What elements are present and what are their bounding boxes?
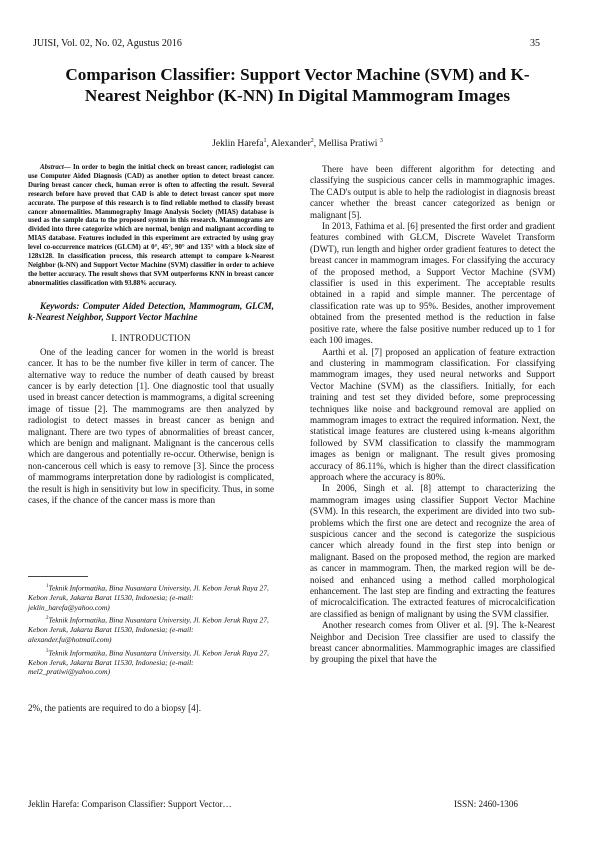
body-paragraph: Another research comes from Oliver et al. [9]. The k-Nearest Neighbor and Decision Tree classifier are used to classify the breast cancer abnormalities. Mammographic images are classified by grouping the pixel that have the — [310, 620, 555, 665]
footnote-text: Teknik Informatika, Bina Nusantara University, Jl. Kebon Jeruk Raya 27, Kebon Jeruk, Jakarta Barat 11530, Indonesia; (e-mail: alexander.fu@hotmail.com) — [28, 615, 269, 644]
author-name: Alexander — [270, 138, 311, 150]
abstract-text: — In order to begin the initial check on breast cancer, radiologist can use Computer Aided Diagnosis (CAD) as another option to detect breast cancer. During breast cancer check, human error is often to affecting the result. Several research before have proved that CAD is able to detect breast cancer spot more accurate. The purpose of this research is to find reliable method to classify breast cancer abnormalities. Mammography Image Analysis Society (MIAS) database is used as the sample data to the proposed system in this research. Mammograms are divided into three categorize which are normal, benign and malignant according to MIAS database. Features included in this experiment are extracted by using gray level co-occurrence matrices (GLCM) at 0°, 45°, 90° and 135° with a block size of 128x128. In classification process, this research attempt to compare k-Nearest Neighbor (k-NN) and Support Vector Machine (SVM) classifier in order to achieve the better accuracy. The result shows that SVM outperforms KNN in breast cancer abnormalities classification with 93.88% accuracy. — [28, 164, 274, 287]
body-paragraph: In 2013, Fathima et al. [6] presented the first order and gradient features combined with GLCM, Discrete Wavelet Transform (DWT), run length and higher order gradient features to detect the breast cancer in mammogram images. For classifying the accuracy of the proposed method, a Support Vector Machine (SVM) classifier is used in this experiment. The acceptable results obtained in a rapid and simple manner. The percentage of classification rate was up to 95%. Besides, another improvement obtained from the presented method is the reduction in false positive rate, where the false positive number reduced up to 1 for each 100 images. — [310, 221, 555, 346]
section-heading-introduction: I. INTRODUCTION — [111, 333, 191, 344]
page-number: 35 — [530, 38, 540, 49]
body-paragraph: There have been different algorithm for detecting and classifying the suspicious cancer cells in mammographic images. The CAD's output is able to help the radiologist in diagnosis breast cancer whether the breast cancer categorized as benign or malignant [5]. — [310, 164, 555, 220]
author-affiliation-marker: 1 — [263, 138, 267, 144]
footnote-marker: 2 — [46, 616, 49, 622]
footnote — [28, 647, 274, 677]
right-column — [310, 164, 555, 666]
footnote-marker: 1 — [46, 584, 49, 589]
author-name: Jeklin Harefa — [212, 138, 264, 150]
author-affiliation-marker: 3 — [379, 138, 383, 144]
body-paragraph: Aarthi et al. [7] proposed an application of feature extraction and clustering in mammogram classification. For classifying mammogram images, they used neural networks and Support Vector Machine (SVM) as the classifiers. Initially, for each training and test set they divided before, some preprocessing techniques like noise and background removal are applied on mammogram images to extract the required information. Next, the statistical image features are clustered using k-means algorithm followed by SVM classification to classify the mammogram images as benign or malignant. The result gives promosing accuracy of 86.11%, which is higher than the direct classification approach where the accuracy is 80%. — [310, 346, 555, 482]
author-affiliation-marker: 2 — [310, 138, 314, 144]
author-name: Mellisa Pratiwi — [318, 138, 378, 150]
author-separator: , — [313, 138, 319, 150]
abstract-label: Abstract — [40, 164, 64, 171]
footnote-text: Teknik Informatika, Bina Nusantara University, Jl. Kebon Jeruk Raya 27, Kebon Jeruk, Jakarta Barat 11530, Indonesia; (e-mail: jeklin_harefa@yahoo.com) — [28, 583, 269, 612]
author-separator: , — [266, 138, 271, 150]
footnote-divider — [28, 576, 88, 577]
paper-title: Comparison Classifier: Support Vector Machine (SVM) and K-Nearest Neighbor (K-NN) In Digital Mammogram Images — [65, 65, 530, 105]
footnote — [28, 582, 274, 612]
footnote-marker: 3 — [46, 648, 49, 654]
footnote — [28, 614, 274, 644]
intro-paragraph: One of the leading cancer for women in the world is breast cancer. It has to be the number five killer in term of cancer. The alternative way to reduce the number of death caused by breast cancer is by early detection [1]. One diagnostic tool that usually used in breast cancer detection is mammograms, a digital screening image of tissue [2]. The mammograms are then analyzed by radiologist to detect masses in breast cancer as benign and malignant. There are two types of abnormalities of breast cancer, which are benign and malignant. Malignant is the cancerous cells which are dangerous and potentially re-occur. Otherwise, benign is non-cancerous cell which is easy to remove [3]. Since the process of mammograms interpretation done by radiologist is complicated, the result is high in sensitivity but low in specificity. Thus, in some cases, if the chance of the cancer mass is more than — [28, 346, 274, 505]
left-column — [28, 164, 274, 506]
footer-citation: Jeklin Harefa: Comparison Classifier: Support Vector… — [28, 799, 232, 809]
author-list — [40, 138, 555, 149]
journal-info: JUISI, Vol. 02, No. 02, Agustus 2016 — [33, 38, 182, 49]
footnotes — [28, 576, 274, 679]
left-column-continuation: 2%, the patients are required to do a biopsy [4]. — [28, 703, 201, 713]
keywords: Keywords: Computer Aided Detection, Mammogram, GLCM, k-Nearest Neighbor, Support Vector Machine — [28, 300, 274, 322]
body-paragraph: In 2006, Singh et al. [8] attempt to characterizing the mammogram images using classifier Support Vector Machine (SVM). In this research, the experiment are divided into two sub-problems which the first one are detect and recognize the area of suspicious cancer and the second is categorize the suspicious cancer which already found in the first step into benign or malignant. Based on the proposed method, the region are marked as cancer in mammogram. Then, the marked region will be de-noised and enhanced using a method called morphological enhancement. The last step are finding and extracting the features of microcalcification. The extracted features of microcalcification are classified as benign of malignant by using the SVM classifier. — [310, 483, 555, 619]
footer-issn: ISSN: 2460-1306 — [454, 799, 518, 809]
abstract — [28, 164, 274, 289]
footnote-text: Teknik Informatika, Bina Nusantara University, Jl. Kebon Jeruk Raya 27, Kebon Jeruk, Jakarta Barat 11530, Indonesia; (e-mail: mel2_pratiwi@yahoo.com) — [28, 648, 269, 677]
